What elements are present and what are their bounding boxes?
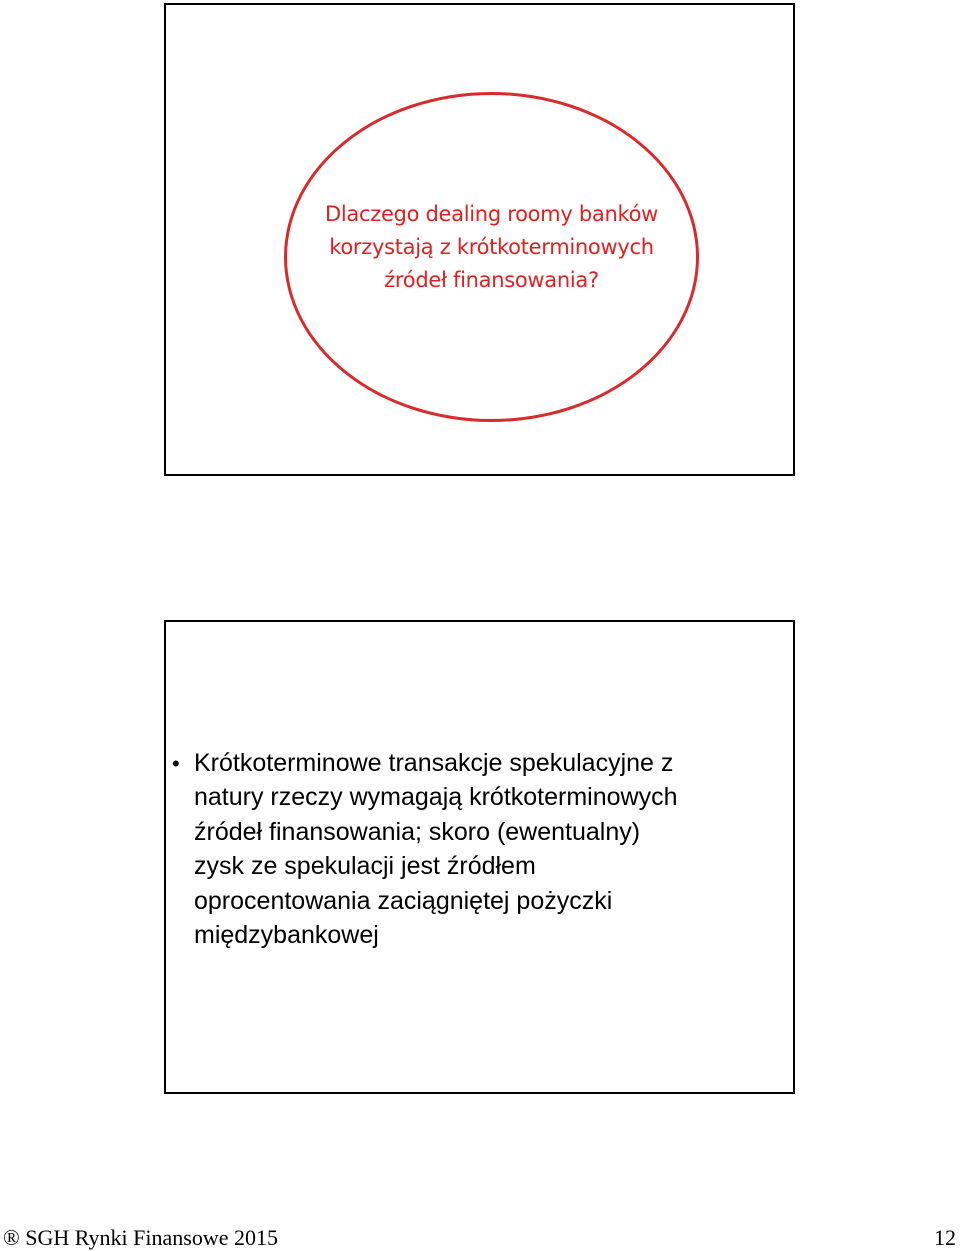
slide-bottom [164,620,795,1094]
slide-top [164,3,795,476]
bullet-item [166,746,774,952]
bullet-line-3: źródeł finansowania; skoro (ewentualny) [194,817,641,846]
footer-left [3,1224,278,1251]
bullet-line-5: oprocentowania zaciągniętej pożyczki [194,886,613,915]
registered-mark-icon: ® [3,1225,20,1250]
bullet-line-6: międzybankowej [194,921,379,950]
bullet-line-4: zysk ze spekulacji jest źródłem [194,852,536,881]
footer-institution: SGH [25,1225,70,1250]
question-line-3: źródeł finansowania? [384,268,599,292]
footer-course: Rynki Finansowe 2015 [74,1225,278,1250]
bullet-dot-icon: • [172,751,180,776]
page-footer [0,1224,960,1251]
question-title [294,198,689,297]
question-line-2: korzystają z krótkoterminowych [329,235,654,259]
bullet-list [166,746,774,952]
question-line-1: Dlaczego dealing roomy banków [325,202,658,226]
bullet-line-2: natury rzeczy wymagają krótkoterminowych [194,783,678,812]
bullet-line-1: Krótkoterminowe transakcje spekulacyjne z [194,749,674,777]
page-number: 12 [934,1225,956,1250]
